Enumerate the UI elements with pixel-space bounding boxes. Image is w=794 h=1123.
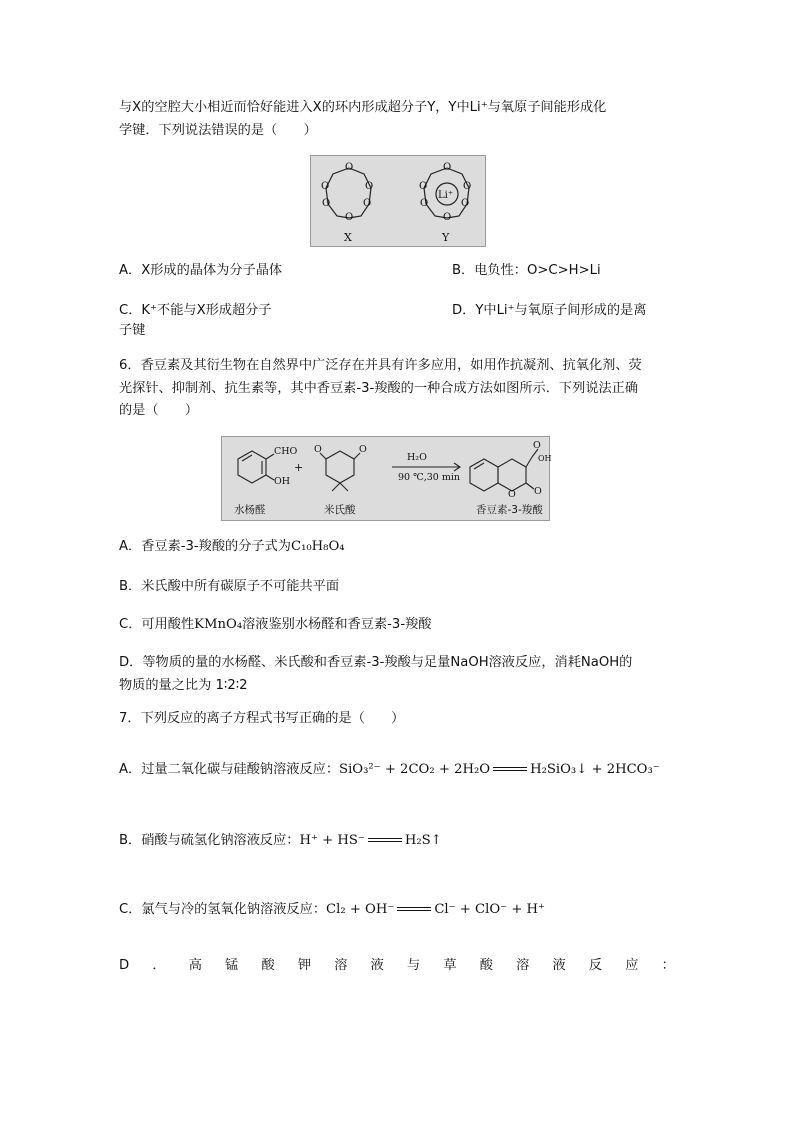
q7-option-d-char: 钾 — [297, 958, 312, 973]
y-oxygen-top: O — [443, 162, 452, 173]
q5-option-c-wrap: 子键 — [119, 323, 146, 338]
x-oxygen-left-bottom: O — [322, 198, 331, 209]
q5-option-d: D．Y中Li⁺与氧原子间形成的是离 — [452, 303, 647, 318]
q7-option-a-lhs: SiO₃²⁻ + 2CO₂ + 2H₂O — [339, 762, 491, 777]
equals-sign — [493, 767, 527, 771]
coumarin-acid-name: 香豆素-3-羧酸 — [476, 504, 543, 516]
q7-option-d-char: 反 — [588, 958, 603, 973]
x-oxygen-top: O — [345, 162, 354, 173]
q7-option-d-char: 锰 — [225, 958, 239, 973]
coumarin-pyrone-ring — [498, 459, 526, 491]
x-oxygen-right-bottom: O — [363, 198, 372, 209]
q7-option-d-char: 液 — [552, 958, 566, 973]
q7-option-d-char: 液 — [370, 958, 384, 973]
oh-group-label: OH — [274, 476, 291, 487]
x-oxygen-bottom: O — [345, 212, 354, 223]
q7-option-b — [119, 831, 442, 851]
q7-option-b-lhs: H⁺ + HS⁻ — [299, 833, 365, 848]
q7-option-d-char: 溶 — [516, 958, 530, 973]
y-oxygen-bottom: O — [443, 212, 452, 223]
label-y: Y — [442, 231, 450, 244]
q7-option-c-rhs: Cl⁻ + ClO⁻ + H⁺ — [434, 902, 546, 917]
q6-option-c — [119, 615, 431, 635]
q5-option-c: C．K⁺不能与X形成超分子 — [119, 303, 272, 318]
salicylaldehyde-name: 水杨醛 — [234, 504, 266, 516]
q6-option-d-line2: 物质的量之比为 1∶2∶2 — [119, 678, 248, 693]
label-x: X — [344, 231, 352, 244]
plus-sign: + — [294, 461, 304, 474]
condition-top: H₂O — [407, 452, 427, 463]
q7-stem: 7．下列反应的离子方程式书写正确的是（ ） — [119, 711, 405, 726]
coumarin-benzene-ring — [470, 459, 498, 491]
q5-stem-line1: 与X的空腔大小相近而恰好能进入X的环内形成超分子Y，Y中Li⁺与氧原子间能形成化 — [119, 100, 607, 115]
crown-ether-x — [326, 168, 374, 218]
q7-option-d-char: 应 — [625, 958, 639, 973]
coumarin-synthesis-figure — [221, 436, 550, 521]
q5-option-b: B．电负性：O>C>H>Li — [452, 263, 601, 278]
coumarin-carbonyl-oxygen: O — [534, 486, 542, 497]
y-oxygen-right-top: O — [463, 181, 472, 192]
q7-option-a-text: A．过量二氧化碳与硅酸钠溶液反应： — [119, 762, 340, 777]
q5-option-a: A．X形成的晶体为分子晶体 — [119, 263, 283, 278]
q7-option-a-rhs: H₂SiO₃↓ + 2HCO₃⁻ — [530, 762, 660, 777]
q7-option-b-text: B．硝酸与硫氢化钠溶液反应： — [119, 833, 300, 848]
lithium-ion: Li⁺ — [438, 190, 454, 201]
x-oxygen-left-top: O — [321, 181, 330, 192]
meldrums-acid-name: 米氏酸 — [324, 504, 356, 516]
q6-option-c-tail: 溶液鉴别水杨醛和香豆素-3-羧酸 — [242, 617, 432, 632]
q7-option-c-text: C．氯气与冷的氢氧化钠溶液反应： — [119, 902, 327, 917]
q6-option-a — [119, 537, 345, 557]
y-oxygen-left-bottom: O — [420, 198, 429, 209]
acid-oh: OH — [538, 454, 552, 463]
q6-option-c-text: C．可用酸性 — [119, 617, 195, 632]
q6-stem-line2: 光探针、抑制剂、抗生素等，其中香豆素-3-羧酸的一种合成方法如图所示．下列说法正确 — [119, 381, 639, 396]
q7-option-d-char: 酸 — [479, 958, 493, 973]
q6-option-b: B．米氏酸中所有碳原子不可能共平面 — [119, 579, 340, 594]
q7-option-a — [119, 760, 660, 780]
x-oxygen-right-top: O — [365, 181, 374, 192]
q7-option-c-lhs: Cl₂ + OH⁻ — [326, 902, 395, 917]
q7-option-d-char: 溶 — [334, 958, 348, 973]
q7-option-d-char: 与 — [406, 958, 421, 973]
q6-option-a-text: A．香豆素-3-羧酸的分子式为 — [119, 539, 291, 554]
meldrum-oxygen-left: O — [314, 444, 322, 455]
q6-option-a-formula: C₁₀H₈O₄ — [291, 539, 345, 554]
q7-option-d-char: ． — [152, 958, 166, 973]
equals-sign — [368, 838, 402, 842]
condition-bottom: 90 ℃,30 min — [398, 472, 461, 483]
q6-stem-line1: 6．香豆素及其衍生物在自然界中广泛存在并具有许多应用，如用作抗凝剂、抗氧化剂、荧 — [119, 358, 642, 373]
q7-option-c — [119, 900, 545, 920]
y-oxygen-left-top: O — [419, 181, 428, 192]
coumarin-ring-oxygen: O — [508, 489, 516, 500]
q7-option-d-char: D — [119, 958, 130, 973]
q6-option-d-line1: D．等物质的量的水杨醛、米氏酸和香豆素-3-羧酸与足量NaOH溶液反应，消耗NaOH的 — [119, 655, 633, 670]
q7-option-d-char: 高 — [188, 958, 202, 973]
cho-group-label: CHO — [274, 446, 298, 457]
q7-option-d-char: 草 — [443, 958, 457, 973]
q7-option-b-rhs: H₂S↑ — [404, 833, 442, 848]
q7-option-d-char: ： — [661, 958, 675, 973]
meldrum-oxygen-right: O — [359, 444, 367, 455]
crown-ether-figure — [310, 155, 486, 247]
q7-option-d-char: 酸 — [261, 958, 275, 973]
equals-sign — [397, 907, 431, 911]
y-oxygen-right-bottom: O — [461, 198, 470, 209]
q6-option-c-formula: KMnO₄ — [194, 617, 243, 632]
q7-option-d — [119, 956, 675, 976]
q5-stem-line2: 学键．下列说法错误的是（ ） — [119, 123, 317, 138]
meldrums-acid-ring — [326, 451, 354, 483]
q6-stem-line3: 的是（ ） — [119, 403, 199, 418]
acid-oxygen: O — [533, 440, 541, 451]
